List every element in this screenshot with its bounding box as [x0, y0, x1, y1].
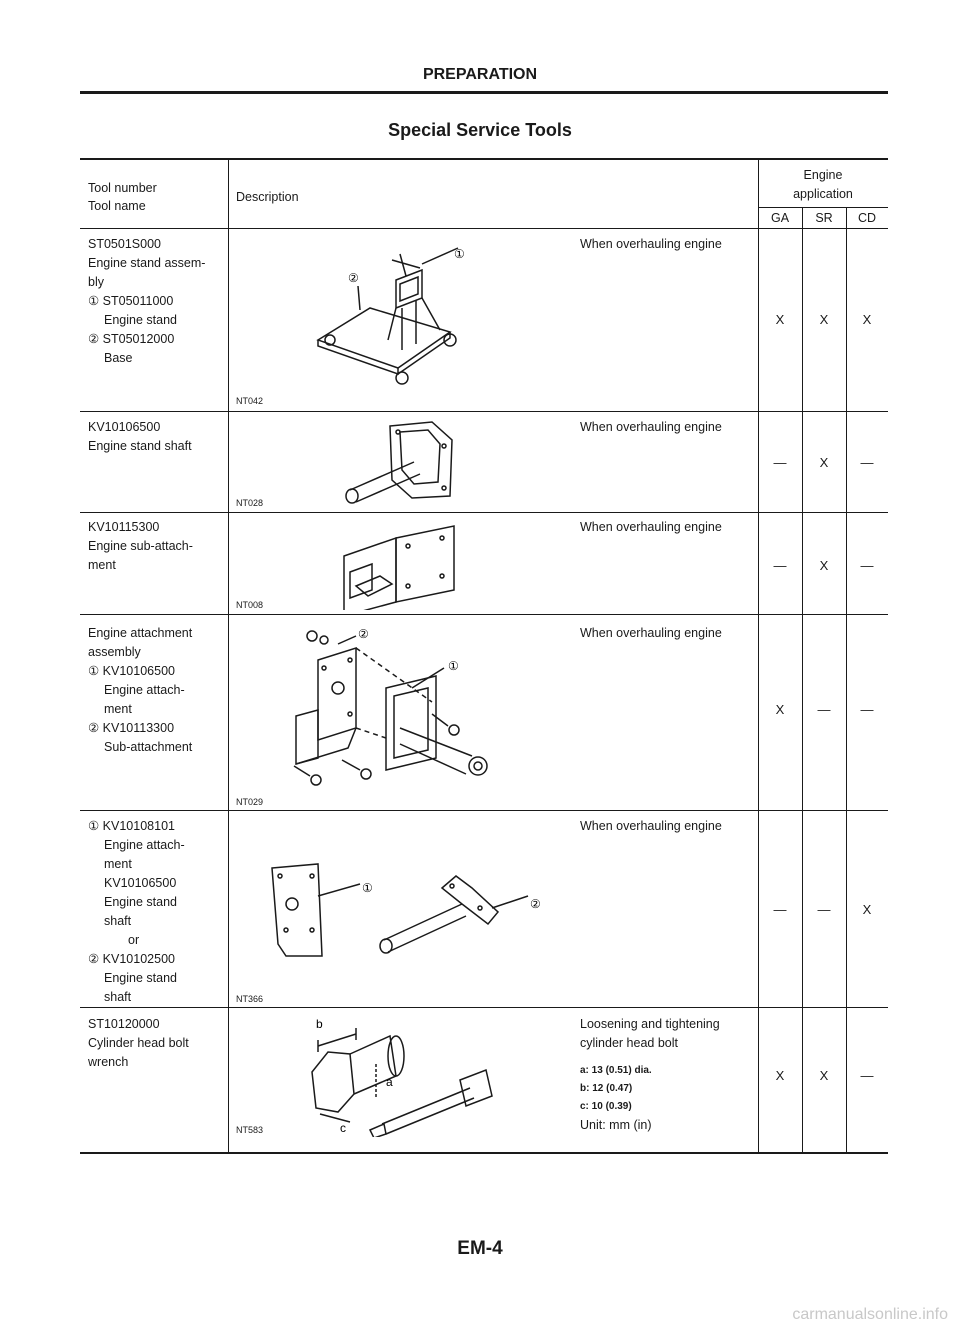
- tool-line: wrench: [88, 1055, 129, 1069]
- header-tool-name: Tool name: [88, 199, 146, 213]
- dimension-a: a: 13 (0.51) dia.: [580, 1065, 652, 1076]
- app-mark-sr: X: [819, 558, 829, 573]
- engine-ga: GA: [770, 211, 790, 225]
- header-tool-number: Tool number: [88, 181, 157, 195]
- app-mark-ga: —: [773, 902, 787, 917]
- callout-a: a: [386, 1075, 393, 1089]
- row-separator: [80, 411, 888, 412]
- app-mark-ga: X: [775, 1068, 785, 1083]
- page-number: EM-4: [457, 1238, 503, 1259]
- watermark: carmanualsonline.info: [792, 1306, 948, 1323]
- tool-line: Engine stand: [104, 971, 177, 985]
- tool-line: ① ST05011000: [88, 294, 174, 308]
- tool-line: KV10106500: [88, 420, 161, 434]
- description-text: When overhauling engine: [580, 819, 722, 833]
- app-mark-cd: —: [860, 702, 874, 717]
- description-text: When overhauling engine: [580, 420, 722, 434]
- engine-cd: CD: [857, 211, 877, 225]
- tool-line: shaft: [104, 914, 132, 928]
- app-mark-sr: X: [819, 1068, 829, 1083]
- app-mark-sr: X: [819, 312, 829, 327]
- engine-stand-illustration: [300, 240, 500, 390]
- callout-2: ②: [358, 627, 369, 641]
- figure-code: NT029: [236, 797, 264, 807]
- header-rule: [80, 91, 888, 94]
- figure-code: NT008: [236, 600, 264, 610]
- tool-line: shaft: [104, 990, 132, 1004]
- description-text: When overhauling engine: [580, 237, 722, 251]
- description-text: When overhauling engine: [580, 520, 722, 534]
- engine-sr: SR: [815, 211, 833, 225]
- tool-line: Engine stand shaft: [88, 439, 192, 453]
- row-separator: [80, 1007, 888, 1008]
- app-mark-ga: —: [773, 558, 787, 573]
- tool-line: ① KV10108101: [88, 819, 175, 833]
- app-mark-ga: —: [773, 455, 787, 470]
- callout-2: ②: [348, 271, 359, 285]
- col-divider-engine: [758, 158, 759, 1153]
- unit-note: Unit: mm (in): [580, 1118, 652, 1132]
- tool-line: ① KV10106500: [88, 664, 175, 678]
- tool-line: Engine attach-: [104, 838, 185, 852]
- header-bottom-rule: [80, 228, 888, 229]
- app-mark-cd: —: [860, 1068, 874, 1083]
- engine-subheader-rule: [758, 207, 888, 208]
- app-mark-sr: —: [817, 902, 831, 917]
- tool-line: Cylinder head bolt: [88, 1036, 189, 1050]
- row-separator: [80, 512, 888, 513]
- tool-line: ② KV10113300: [88, 721, 175, 735]
- tool-line: ST10120000: [88, 1017, 160, 1031]
- app-mark-sr: X: [819, 455, 829, 470]
- tool-line: Engine sub-attach-: [88, 539, 193, 553]
- callout-1: ①: [454, 247, 465, 261]
- tool-line: ② ST05012000: [88, 332, 175, 346]
- tool-line: assembly: [88, 645, 141, 659]
- figure-code: NT042: [236, 396, 264, 406]
- app-mark-cd: X: [862, 312, 872, 327]
- tool-line: Sub-attachment: [104, 740, 193, 754]
- engine-attachment-illustration: [282, 618, 502, 796]
- col-divider-sr-cd: [846, 207, 847, 1153]
- section-title: PREPARATION: [422, 66, 538, 83]
- app-mark-sr: —: [817, 702, 831, 717]
- callout-2: ②: [530, 897, 541, 911]
- attachment-and-shaft-illustration: [266, 860, 556, 970]
- app-mark-ga: X: [775, 702, 785, 717]
- tool-line: Engine attach-: [104, 683, 185, 697]
- description-text: When overhauling engine: [580, 626, 722, 640]
- description-text: cylinder head bolt: [580, 1036, 678, 1050]
- table-bottom-rule: [80, 1152, 888, 1154]
- tool-line: ment: [104, 857, 132, 871]
- col-divider-description: [228, 158, 229, 1153]
- col-divider-ga-sr: [802, 207, 803, 1153]
- stand-shaft-illustration: [340, 418, 470, 508]
- sub-attachment-illustration: [336, 520, 466, 610]
- app-mark-ga: X: [775, 312, 785, 327]
- tool-line: ST0501S000: [88, 237, 161, 251]
- row-separator: [80, 810, 888, 811]
- tool-line: Engine stand: [104, 895, 177, 909]
- tool-line: Base: [104, 351, 133, 365]
- tool-line: ment: [88, 558, 116, 572]
- page-title: Special Service Tools: [388, 120, 572, 140]
- description-text: Loosening and tightening: [580, 1017, 720, 1031]
- tool-line: bly: [88, 275, 104, 289]
- app-mark-cd: —: [860, 558, 874, 573]
- tool-line: KV10106500: [104, 876, 177, 890]
- tool-line: or: [128, 933, 140, 947]
- figure-code: NT366: [236, 994, 264, 1004]
- header-description: Description: [236, 190, 299, 204]
- dimension-c: c: 10 (0.39): [580, 1101, 632, 1112]
- callout-b: b: [316, 1017, 323, 1031]
- header-application: application: [793, 187, 853, 201]
- head-bolt-wrench-illustration: [300, 1012, 530, 1137]
- tool-line: KV10115300: [88, 520, 160, 534]
- callout-c: c: [340, 1121, 346, 1135]
- table-top-rule: [80, 158, 888, 160]
- tool-line: Engine stand assem-: [88, 256, 206, 270]
- tool-line: ment: [104, 702, 132, 716]
- tool-line: Engine stand: [104, 313, 177, 327]
- app-mark-cd: —: [860, 455, 874, 470]
- row-separator: [80, 614, 888, 615]
- callout-1: ①: [362, 881, 373, 895]
- figure-code: NT583: [236, 1125, 264, 1135]
- header-engine: Engine: [803, 168, 843, 182]
- tool-line: Engine attachment: [88, 626, 193, 640]
- figure-code: NT028: [236, 498, 264, 508]
- dimension-b: b: 12 (0.47): [580, 1083, 633, 1094]
- tool-line: ② KV10102500: [88, 952, 175, 966]
- app-mark-cd: X: [862, 902, 872, 917]
- callout-1: ①: [448, 659, 459, 673]
